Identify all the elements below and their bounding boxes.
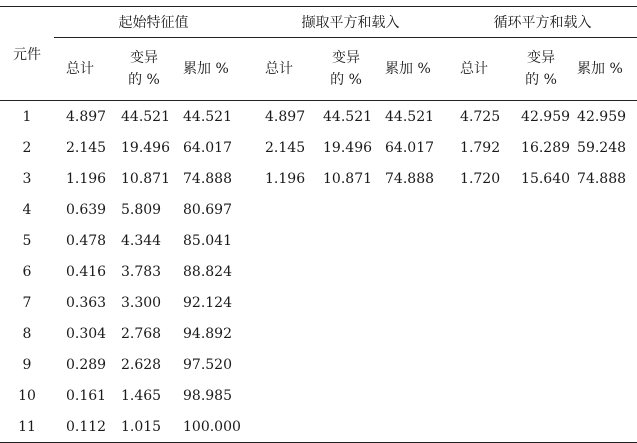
initial-variance-pct-cell: 3.300 [121, 294, 162, 311]
rotation-cumulative-pct-cell [571, 380, 637, 411]
initial-cumulative-pct-cell: 98.985 [183, 387, 232, 404]
initial-total-cell: 0.639 [66, 201, 107, 218]
initial-cumulative-pct-cell: 100.000 [177, 411, 253, 443]
rotation-total-cell [448, 349, 511, 380]
initial-total-cell: 0.112 [54, 411, 111, 443]
extraction-total-cell [253, 287, 313, 318]
rotation-variance-pct-cell [511, 411, 571, 443]
initial-variance-pct-cell: 1.465 [121, 387, 162, 404]
initial-total-cell: 0.478 [66, 232, 107, 249]
rotation-total-cell [448, 225, 511, 256]
initial-variance-pct-cell: 44.521 [121, 108, 170, 125]
extraction-cumulative-pct-cell: 44.521 [385, 108, 435, 125]
rotation-variance-pct-cell [511, 225, 571, 256]
extraction-variance-pct-cell: 10.871 [323, 170, 373, 187]
rotation-variance-pct-cell [511, 318, 571, 349]
sub-header-variance-line1: 变异 [332, 50, 361, 66]
initial-cumulative-pct-cell: 74.888 [183, 170, 232, 187]
initial-variance-pct-cell: 10.871 [121, 170, 170, 187]
table-row [0, 194, 637, 225]
table-row [0, 380, 637, 411]
rotation-cumulative-pct-cell [571, 194, 637, 225]
initial-cumulative-pct-cell: 64.017 [183, 139, 232, 156]
table-row [0, 101, 637, 133]
extraction-cumulative-pct-cell [379, 349, 448, 380]
sub-header-total: 总计 [448, 38, 511, 101]
initial-variance-pct-cell: 2.768 [121, 325, 162, 342]
extraction-variance-pct-cell [313, 287, 379, 318]
initial-cumulative-pct-cell: 88.824 [183, 263, 232, 280]
initial-variance-pct-cell: 5.809 [121, 201, 162, 218]
initial-cumulative-pct-cell: 80.697 [183, 201, 232, 218]
rotation-variance-pct-cell: 42.959 [521, 108, 571, 125]
initial-cumulative-pct-cell: 44.521 [183, 108, 232, 125]
component-cell: 2 [22, 139, 32, 156]
component-cell: 6 [22, 263, 32, 280]
group-header-extraction-loadings: 撷取平方和载入 [253, 7, 448, 38]
rotation-cumulative-pct-cell: 74.888 [577, 170, 627, 187]
table-row [0, 163, 637, 194]
rotation-total-cell: 1.720 [460, 170, 501, 187]
rotation-cumulative-pct-cell [571, 225, 637, 256]
rotation-total-cell [448, 380, 511, 411]
table-row [0, 132, 637, 163]
component-header: 元件 [0, 7, 54, 101]
initial-variance-pct-cell: 3.783 [121, 263, 162, 280]
rotation-total-cell: 4.725 [460, 108, 501, 125]
component-cell: 3 [22, 170, 32, 187]
sub-header-variance-line1: 变异 [527, 50, 556, 66]
initial-total-cell: 2.145 [66, 139, 107, 156]
table-row [0, 287, 637, 318]
rotation-variance-pct-cell [511, 194, 571, 225]
rotation-variance-pct-cell [511, 256, 571, 287]
extraction-cumulative-pct-cell [379, 380, 448, 411]
extraction-cumulative-pct-cell [379, 256, 448, 287]
extraction-variance-pct-cell [313, 318, 379, 349]
extraction-total-cell [253, 349, 313, 380]
initial-total-cell: 0.416 [66, 263, 107, 280]
rotation-variance-pct-cell [511, 287, 571, 318]
component-cell: 7 [22, 294, 32, 311]
initial-cumulative-pct-cell: 97.520 [183, 356, 232, 373]
table-row [0, 318, 637, 349]
sub-header-total: 总计 [253, 38, 313, 101]
group-header-row [0, 7, 637, 38]
rotation-total-cell [448, 194, 511, 225]
rotation-total-cell [448, 318, 511, 349]
rotation-variance-pct-cell: 16.289 [521, 139, 571, 156]
extraction-variance-pct-cell [313, 411, 379, 443]
extraction-total-cell [253, 318, 313, 349]
extraction-cumulative-pct-cell [379, 225, 448, 256]
variance-explained-table [0, 6, 637, 443]
rotation-total-cell: 1.792 [460, 139, 501, 156]
table-row [0, 411, 637, 443]
extraction-total-cell [253, 194, 313, 225]
initial-cumulative-pct-cell: 94.892 [183, 325, 232, 342]
sub-header-cumulative: 累加 % [379, 38, 448, 101]
rotation-variance-pct-cell: 15.640 [521, 170, 571, 187]
extraction-total-cell: 1.196 [265, 170, 306, 187]
group-header-initial-eigenvalues: 起始特征值 [54, 7, 253, 38]
extraction-cumulative-pct-cell [379, 194, 448, 225]
sub-header-variance [111, 38, 177, 101]
sub-header-variance [511, 38, 571, 101]
sub-header-variance-line1: 变异 [130, 50, 158, 66]
extraction-variance-pct-cell [313, 349, 379, 380]
component-cell: 9 [22, 356, 32, 373]
sub-header-variance-line2: 的 % [330, 72, 362, 88]
sub-header-cumulative: 累加 % [571, 38, 637, 101]
initial-variance-pct-cell: 4.344 [121, 232, 162, 249]
sub-header-total: 总计 [54, 38, 111, 101]
initial-variance-pct-cell: 1.015 [111, 411, 177, 443]
initial-total-cell: 0.289 [66, 356, 107, 373]
sub-header-variance-line2: 的 % [128, 72, 160, 88]
extraction-variance-pct-cell [313, 194, 379, 225]
extraction-total-cell [253, 380, 313, 411]
initial-cumulative-pct-cell: 92.124 [183, 294, 232, 311]
extraction-variance-pct-cell [313, 256, 379, 287]
table-row [0, 256, 637, 287]
rotation-cumulative-pct-cell [571, 349, 637, 380]
initial-total-cell: 0.304 [66, 325, 107, 342]
extraction-total-cell [253, 256, 313, 287]
extraction-cumulative-pct-cell: 74.888 [385, 170, 435, 187]
component-cell: 8 [22, 325, 32, 342]
rotation-cumulative-pct-cell [571, 287, 637, 318]
group-header-rotation-loadings: 循环平方和载入 [448, 7, 637, 38]
extraction-cumulative-pct-cell [379, 287, 448, 318]
rotation-cumulative-pct-cell [571, 318, 637, 349]
initial-total-cell: 0.363 [66, 294, 107, 311]
extraction-cumulative-pct-cell [379, 411, 448, 443]
rotation-cumulative-pct-cell: 59.248 [577, 139, 627, 156]
sub-header-variance [313, 38, 379, 101]
extraction-variance-pct-cell: 19.496 [323, 139, 373, 156]
sub-header-row [0, 38, 637, 101]
extraction-variance-pct-cell: 44.521 [323, 108, 373, 125]
extraction-total-cell [253, 225, 313, 256]
rotation-total-cell [448, 287, 511, 318]
rotation-variance-pct-cell [511, 380, 571, 411]
extraction-cumulative-pct-cell [379, 318, 448, 349]
sub-header-variance-line2: 的 % [525, 72, 557, 88]
rotation-total-cell [448, 256, 511, 287]
component-cell: 5 [22, 232, 32, 249]
rotation-cumulative-pct-cell [571, 411, 637, 443]
initial-cumulative-pct-cell: 85.041 [183, 232, 232, 249]
rotation-cumulative-pct-cell [571, 256, 637, 287]
component-cell: 4 [22, 201, 32, 218]
extraction-variance-pct-cell [313, 380, 379, 411]
initial-total-cell: 0.161 [66, 387, 107, 404]
extraction-total-cell: 2.145 [265, 139, 306, 156]
component-cell: 10 [18, 387, 36, 404]
initial-total-cell: 1.196 [66, 170, 107, 187]
component-cell: 1 [22, 108, 32, 125]
extraction-variance-pct-cell [313, 225, 379, 256]
extraction-total-cell: 4.897 [265, 108, 306, 125]
rotation-variance-pct-cell [511, 349, 571, 380]
initial-total-cell: 4.897 [66, 108, 107, 125]
table-row [0, 349, 637, 380]
table-row [0, 225, 637, 256]
rotation-cumulative-pct-cell: 42.959 [577, 108, 627, 125]
initial-variance-pct-cell: 2.628 [121, 356, 162, 373]
sub-header-cumulative: 累加 % [177, 38, 253, 101]
initial-variance-pct-cell: 19.496 [121, 139, 170, 156]
table-header [0, 7, 637, 101]
extraction-cumulative-pct-cell: 64.017 [385, 139, 435, 156]
rotation-total-cell [448, 411, 511, 443]
extraction-total-cell [253, 411, 313, 443]
table-body [0, 101, 637, 443]
component-cell: 11 [0, 411, 54, 443]
